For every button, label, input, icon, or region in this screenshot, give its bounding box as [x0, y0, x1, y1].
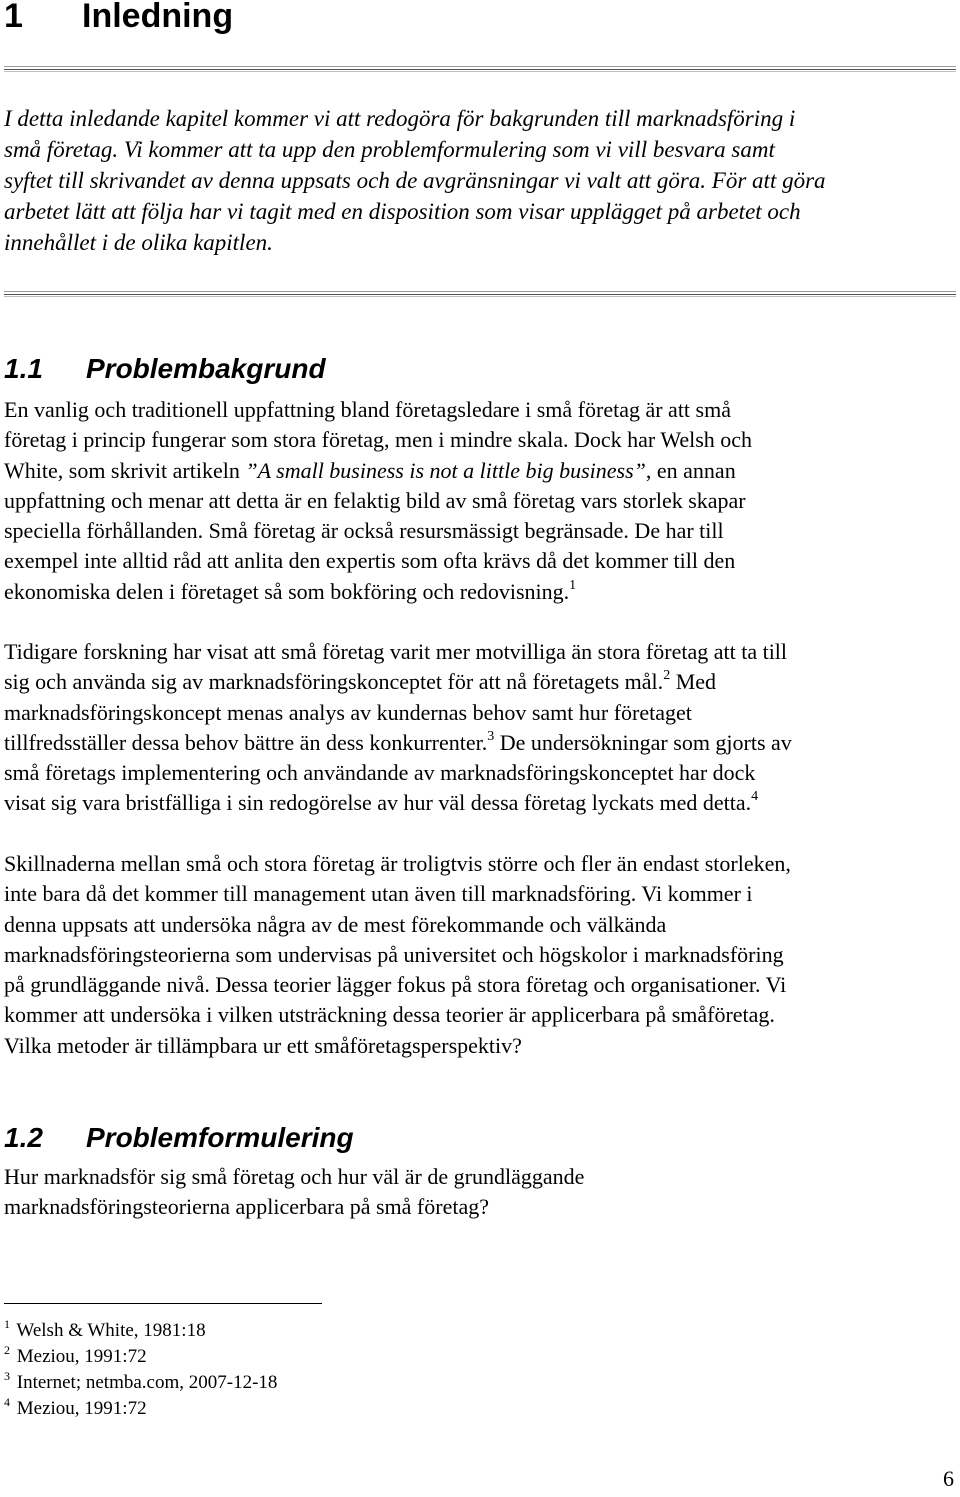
- intro-line: små företag. Vi kommer att ta upp den problemformulering som vi vill besvara samt: [4, 137, 775, 162]
- text-line: marknadsföringskoncept menas analys av kundernas behov samt hur företaget: [4, 699, 692, 725]
- text-line: White, som skrivit artikeln ”A small business is not a little big business”, en annan: [4, 457, 736, 483]
- intro-divider-bottom: [4, 291, 956, 297]
- text-line: sig och använda sig av marknadsföringskonceptet för att nå företagets mål.$^2$ Med: [4, 668, 717, 695]
- chapter-title: Inledning: [82, 0, 234, 35]
- heading-divider-top: [4, 66, 956, 72]
- section-number: 1.2: [4, 1122, 43, 1153]
- paragraph-background-2: [4, 637, 956, 819]
- page-number: 6: [943, 1466, 954, 1491]
- text-line: ekonomiska delen i företaget så som bokföring och redovisning.$^1$: [4, 577, 577, 604]
- chapter-heading: [4, 0, 233, 38]
- text-line: En vanlig och traditionell uppfattning bland företagsledare i små företag är att små: [4, 397, 731, 422]
- text-line: Hur marknadsför sig små företag och hur väl är de grundläggande: [4, 1164, 585, 1189]
- paragraph-background-1: [4, 395, 956, 607]
- footnote-item: [4, 1318, 277, 1344]
- text-line: Vilka metoder är tillämpbara ur ett småföretagsperspektiv?: [4, 1032, 522, 1058]
- section-heading-problemformulering: [4, 1121, 354, 1155]
- footnote-number: 1: [4, 1317, 10, 1331]
- text-line: uppfattning och menar att detta är en felaktig bild av små företag vars storlek skapar: [4, 487, 746, 513]
- paragraph-problem-statement: [4, 1162, 956, 1223]
- footnote-number: 3: [4, 1369, 10, 1383]
- text-line: tillfredsställer dessa behov bättre än dess konkurrenter.$^3$ De undersökningar som gjorts av: [4, 728, 792, 755]
- text-line: marknadsföringsteorierna applicerbara på små företag?: [4, 1194, 489, 1220]
- footnote-item: [4, 1396, 277, 1422]
- section-title: Problemformulering: [86, 1122, 354, 1153]
- footnote-item: [4, 1370, 277, 1396]
- text-line: kommer att undersöka i vilken utsträckning dessa teorier är applicerbara på småföretag.: [4, 1002, 775, 1028]
- footnote-ref: 4: [751, 789, 759, 805]
- text-line: speciella förhållanden. Små företag är också resursmässigt begränsade. De har till: [4, 518, 724, 544]
- text-line: företag i princip fungerar som stora företag, men i mindre skala. Dock har Welsh och: [4, 427, 753, 453]
- section-number: 1.1: [4, 353, 43, 384]
- footnote-text: Meziou, 1991:72: [16, 1398, 147, 1419]
- footnote-text: Meziou, 1991:72: [16, 1346, 147, 1367]
- text-line: denna uppsats att undersöka några av de mest förekommande och välkända: [4, 911, 667, 937]
- text-line: marknadsföringsteorierna som undervisas på universitet och högskolor i marknadsföring: [4, 941, 784, 967]
- section-title: Problembakgrund: [86, 353, 326, 384]
- footnote-ref: 3: [487, 728, 495, 744]
- footnote-item: [4, 1344, 277, 1370]
- text-line: små företags implementering och användande av marknadsföringskonceptet har dock: [4, 760, 756, 786]
- intro-line: syftet till skrivandet av denna uppsats och de avgränsningar vi valt att göra. För att göra: [4, 168, 826, 193]
- text-line: Tidigare forskning har visat att små företag varit mer motvilliga än stora företag att ta till: [4, 639, 788, 664]
- footnote-number: 2: [4, 1343, 10, 1357]
- footnote-separator: [4, 1303, 322, 1304]
- footnote-ref: 2: [663, 668, 671, 684]
- text-line: visat sig vara bristfälliga i sin redogörelse av hur väl dessa företag lyckats med detta.$^4$: [4, 789, 759, 816]
- intro-line: arbetet lätt att följa har vi tagit med en disposition som visar upplägget på arbetet och: [4, 199, 801, 224]
- footnotes-list: [4, 1318, 277, 1422]
- footnote-number: 4: [4, 1395, 10, 1409]
- intro-line: innehållet i de olika kapitlen.: [4, 230, 273, 255]
- intro-line: I detta inledande kapitel kommer vi att redogöra för bakgrunden till marknadsföring i: [4, 106, 796, 131]
- text-line: inte bara då det kommer till management utan även till marknadsföring. Vi kommer i: [4, 881, 753, 907]
- chapter-intro: [4, 103, 956, 258]
- text-line: på grundläggande nivå. Dessa teorier lägger fokus på stora företag och organisationer. Vi: [4, 972, 787, 998]
- footnote-text: Welsh & White, 1981:18: [16, 1320, 206, 1341]
- section-heading-problembakgrund: [4, 352, 326, 386]
- paragraph-background-3: [4, 849, 956, 1061]
- article-title: ”A small business is not a little big business”: [245, 457, 646, 483]
- text-line: exempel inte alltid råd att anlita den expertis som ofta krävs då det kommer till den: [4, 548, 736, 574]
- text-line: Skillnaderna mellan små och stora företag är troligtvis större och fler än endast storleken,: [4, 851, 791, 876]
- footnote-text: Internet; netmba.com, 2007-12-18: [16, 1372, 278, 1393]
- chapter-number: 1: [4, 0, 23, 35]
- footnote-ref: 1: [569, 577, 577, 593]
